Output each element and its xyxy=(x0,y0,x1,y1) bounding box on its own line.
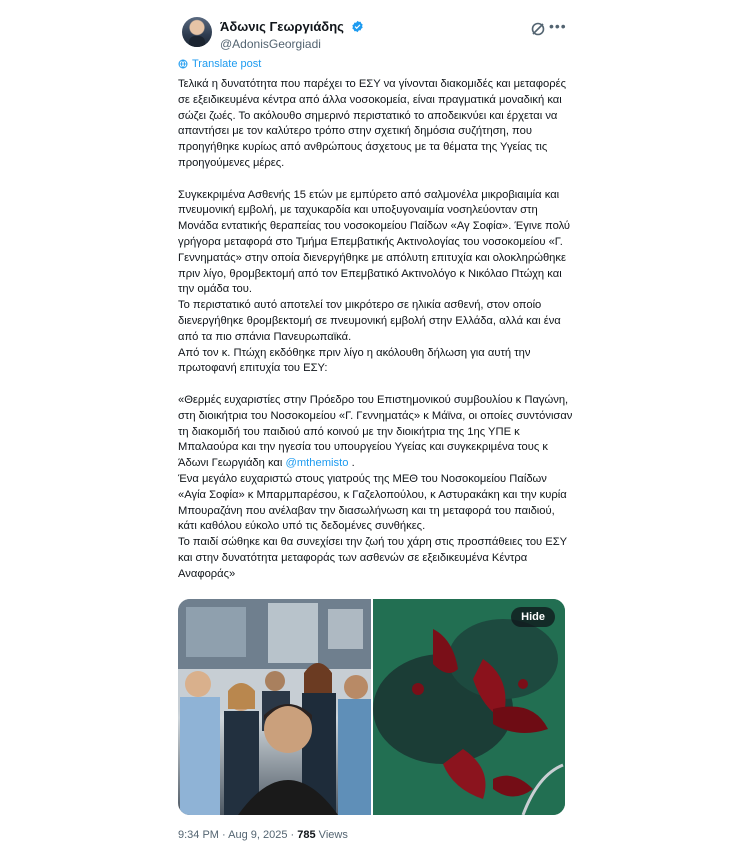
views-count: 785 xyxy=(297,828,316,841)
quote-text-end: . xyxy=(348,457,355,470)
quote-text: «Θερμές ευχαριστίες στην Πρόεδρο του Επιστημονικού συμβουλίου κ Παγώνη, στη διοικήτρια του Νοσοκομείου «Γ. Γεννηματάς» κ Μάϊνα, οι οποίες συντόνισαν τη διακομιδή του παιδιού από κοινού με την διοικήτρια της 1ης ΥΠΕ κ Μπαλαούρα και την ηγεσία του υπουργείου Υγείας και συγκεκριμένα τους κ Άδωνι Γεωργιάδη και xyxy=(178,393,573,470)
quote-paragraph: Ένα μεγάλο ευχαριστώ στους γιατρούς της ΜΕΘ του Νοσοκομείου Παίδων «Αγία Σοφία» κ Μπαρμπαρέσου, κ Γαζελοπούλου, κ Αστυρακάκη και την κυρία Μπουραζάνη που ανέλαβαν την διασωλήνωση και τη μεταφορά του παιδιού, κάτι καθόλου εύκολο υπό τις δεδομένες συνθήκες. xyxy=(178,472,567,533)
tweet xyxy=(178,10,573,841)
team-selfie-illustration xyxy=(178,599,371,815)
thrombus-specimen-illustration xyxy=(373,599,565,815)
photo-thrombus-specimen[interactable] xyxy=(373,599,565,815)
hide-button[interactable]: Hide xyxy=(511,607,555,627)
meta-separator: · xyxy=(218,828,229,841)
tweet-meta xyxy=(178,829,573,841)
paragraph: Από τον κ. Πτώχη εκδόθηκε πριν λίγο η ακόλουθη δήλωση για αυτή την πρωτοφανή επιτυχία του ΕΣΥ: xyxy=(178,346,531,375)
grok-icon[interactable] xyxy=(530,21,546,37)
paragraph: Το περιστατικό αυτό αποτελεί τον μικρότερο σε ηλικία ασθενή, στον οποίο διενεργήθηκε θρομβεκτομή σε πνευμονική εμβολή στην Ελλάδα, αλλά και ένα από τα πιο σπάνια Πανευρωπαϊκά. xyxy=(178,299,561,343)
globe-icon xyxy=(178,59,188,69)
verified-badge-icon xyxy=(351,20,364,33)
display-name[interactable]: Άδωνις Γεωργιάδης xyxy=(220,19,344,35)
author-block xyxy=(220,18,364,51)
post-date[interactable]: Aug 9, 2025 xyxy=(228,828,288,841)
media-gallery xyxy=(178,599,565,815)
mention-link[interactable]: @mthemisto xyxy=(285,457,349,470)
photo-team-selfie[interactable] xyxy=(178,599,371,815)
translate-link[interactable] xyxy=(178,56,573,72)
paragraph: Τελικά η δυνατότητα που παρέχει το ΕΣΥ να γίνονται διακομιδές και μεταφορές σε εξειδικευμένα κέντρα από άλλα νοσοκομεία, είναι πραγματικά μοναδική και σώζει ζωές. Το ακόλουθο σημερινό περιστατικό το αποδεικνύει και έρχεται να απαντήσει με τον καλύτερο τρόπο στην σχετική δημόσια συζήτηση, που προηγήθηκε κυρίως από ανθρώπους άσχετους με τα θέματα της Υγείας τις προηγούμενες μέρες. xyxy=(178,78,566,169)
more-options-icon[interactable]: ••• xyxy=(549,18,567,34)
tweet-text xyxy=(178,77,573,583)
tweet-header xyxy=(178,10,573,54)
quote-paragraph: Το παιδί σώθηκε και θα συνεχίσει την ζωή του χάρη στις προσπάθειες του ΕΣΥ και στην δυνατότητα μεταφοράς των ασθενών σε εξειδικευμένα Κέντρα Αναφοράς» xyxy=(178,536,567,580)
translate-label: Translate post xyxy=(192,58,262,70)
views-label: Views xyxy=(315,828,348,841)
handle[interactable]: @AdonisGeorgiadi xyxy=(220,37,321,51)
quote-paragraph xyxy=(178,393,573,472)
meta-separator: · xyxy=(287,828,298,841)
post-time[interactable]: 9:34 PM xyxy=(178,828,219,841)
avatar[interactable] xyxy=(182,17,212,47)
paragraph: Συγκεκριμένα Ασθενής 15 ετών με εμπύρετο από σαλμονέλα μικροβιαιμία και πνευμονική εμβολή, με ταχυκαρδία και υποξυγοναιμία νοσηλεύονταν στη Μονάδα εντατικής θεραπείας του νοσοκομείου Παίδων «Αγ Σοφία». Έγινε πολύ γρήγορα μεταφορά στο Τμήμα Επεμβατικής Ακτινολογίας του νοσοκομείου «Γ. Γεννηματάς» στην οποία διενεργήθηκε με απόλυτη επιτυχία και ολοκληρώθηκε πριν λίγο, θρομβεκτομή από τον Επεμβατικό Ακτινολόγο κ Νικόλαο Πτώχη και την ομάδα του. xyxy=(178,188,571,296)
